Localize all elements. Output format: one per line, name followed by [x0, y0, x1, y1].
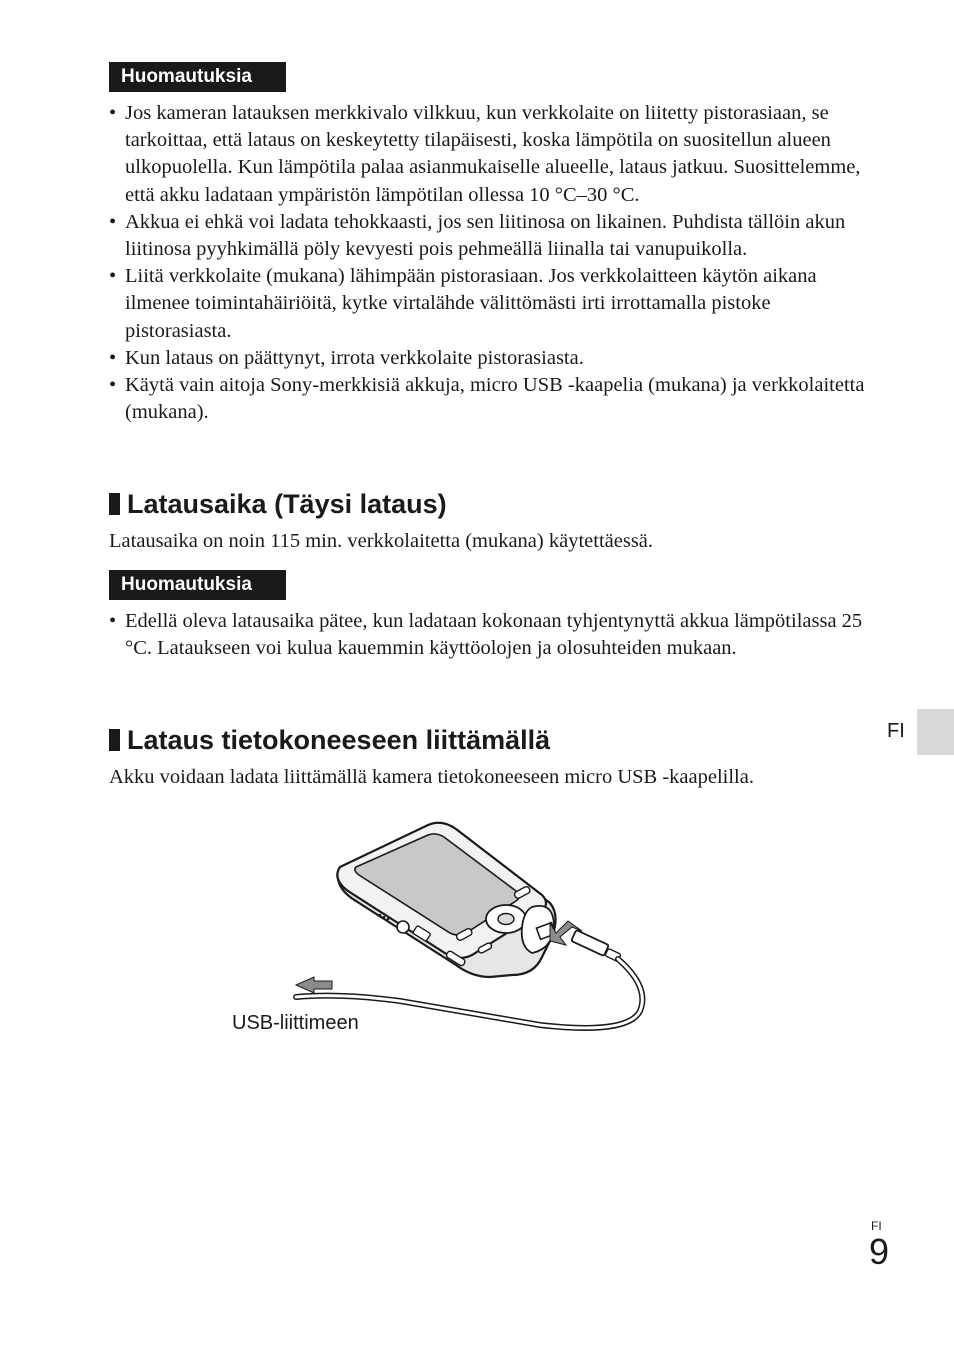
list-item: • Jos kameran latauksen merkkivalo vilkkuu, kun verkkolaite on liitetty pistorasiaan, se tarkoittaa, että lataus on keskeytetty tilapäisesti, koska lämpötila on suositellun alueen ulkopuolella. Kun lämpötila palaa asianmukaiselle alueelle, lataus jatkuu. Suosittelemme, että akku ladataan ympäristön lämpötilan ollessa 10 °C–30 °C.	[109, 100, 869, 209]
usb-plug-icon	[571, 930, 609, 956]
page-language: FI	[871, 1219, 882, 1233]
heading-marker	[109, 493, 120, 515]
section-heading-computer-charging	[109, 723, 550, 757]
page-number: 9	[869, 1231, 890, 1272]
notes-list	[109, 100, 869, 426]
section-body-text: Latausaika on noin 115 min. verkkolaitetta (mukana) käytettäessä.	[109, 530, 654, 552]
section-heading-text: Latausaika (Täysi lataus)	[127, 489, 447, 519]
illustration-caption: USB-liittimeen	[232, 1012, 359, 1034]
list-item: • Edellä oleva latausaika pätee, kun ladataan kokonaan tyhjentynyttä akkua lämpötilassa 25 °C. Lataukseen voi kulua kauemmin käyttöolojen ja olosuhteiden mukaan.	[109, 608, 869, 662]
section-body-text: Akku voidaan ladata liittämällä kamera tietokoneeseen micro USB -kaapelilla.	[109, 766, 754, 788]
heading-marker	[109, 729, 120, 751]
list-item: • Liitä verkkolaite (mukana) lähimpään pistorasiaan. Jos verkkolaitteen käytön aikana ilmenee toimintahäiriöitä, kytke virtalähde välittömästi irti irrottamalla pistoke pistorasiasta.	[109, 263, 869, 345]
side-tab	[917, 709, 954, 755]
side-tab-language: FI	[887, 720, 905, 742]
arrow-left-icon	[296, 977, 332, 993]
notes-list	[109, 608, 869, 662]
notes-badge: Huomautuksia	[109, 570, 286, 600]
list-item: • Kun lataus on päättynyt, irrota verkkolaite pistorasiasta.	[109, 345, 869, 372]
camera-usb-illustration	[220, 815, 660, 1045]
section-heading-charging-time	[109, 487, 447, 521]
list-item: • Käytä vain aitoja Sony-merkkisiä akkuja, micro USB -kaapelia (mukana) ja verkkolaitetta (mukana).	[109, 372, 869, 426]
section-heading-text: Lataus tietokoneeseen liittämällä	[127, 725, 551, 755]
tripod-socket-icon	[397, 921, 409, 933]
notes-badge: Huomautuksia	[109, 62, 286, 92]
list-item: • Akkua ei ehkä voi ladata tehokkaasti, jos sen liitinosa on likainen. Puhdista tällöin akun liitinosa pyyhkimällä pöly kevyesti pois pehmeällä liinalla tai vanupuikolla.	[109, 209, 869, 263]
